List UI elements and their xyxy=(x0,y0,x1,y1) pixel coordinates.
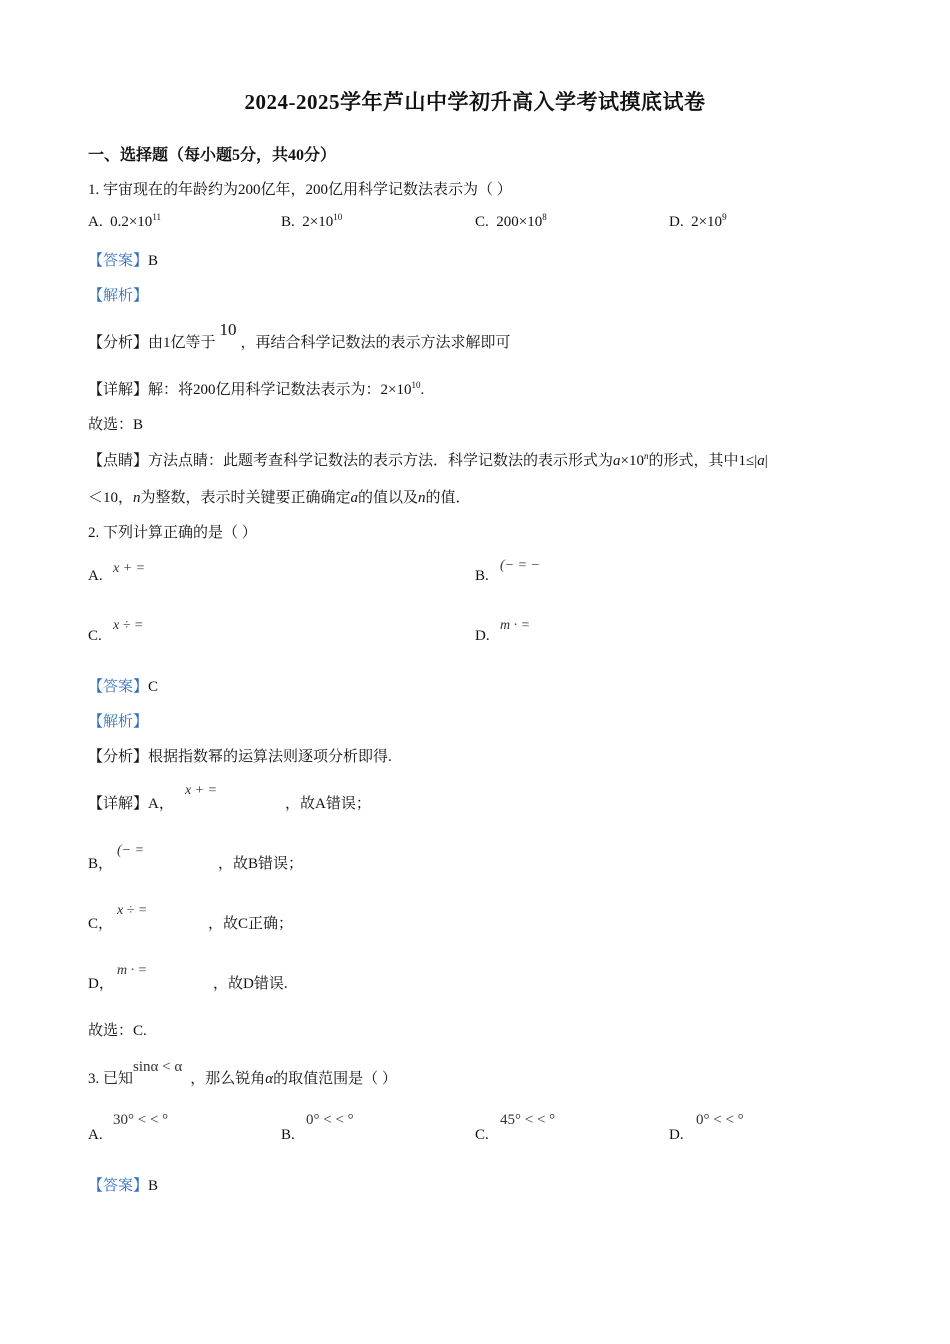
q2-option-b: B. xyxy=(475,568,489,584)
question-2-stem: 2. 下列计算正确的是（ ） xyxy=(88,525,257,541)
q2-analysis-tag: 【解析】 xyxy=(88,714,149,730)
q2-detail-d-eq: m · = xyxy=(117,963,148,978)
q1-dianjing: 【点睛】方法点睛：此题考查科学记数法的表示方法．科学记数法的表示形式为$a\times 10^n$的形式，其中1≤|a| xyxy=(88,451,768,469)
q2-detail-c-post: ，故C正确； xyxy=(208,916,294,932)
q2-fenxi: 【分析】根据指数幂的运算法则逐项分析即得. xyxy=(88,749,392,765)
q2-detail-a-post: ，故A错误； xyxy=(285,796,371,812)
q3-answer: 【答案】B xyxy=(88,1178,159,1194)
q2-option-d-eq: m · = xyxy=(500,618,531,633)
q2-option-d: D. xyxy=(475,628,490,644)
q2-detail-b-eq: (− = xyxy=(117,843,145,858)
q3-option-d-eq: 0° < < ° xyxy=(696,1112,744,1128)
question-3-stem: 3. 已知sinα < α，那么锐角α的取值范围是（ ） xyxy=(88,1059,397,1087)
q1-option-b: B. $2\times 10^{10}$ xyxy=(281,212,343,230)
q2-detail-a-eq: x + = xyxy=(185,783,218,798)
q2-option-b-eq: (− = − xyxy=(500,558,541,573)
q2-option-c: C. xyxy=(88,628,102,644)
q1-option-c: C. $200\times 10^8$ xyxy=(475,212,547,230)
q1-option-a: A. $0.2\times 10^{11}$ xyxy=(88,212,161,230)
q3-option-a-eq: 30° < < ° xyxy=(113,1112,169,1128)
q3-option-c-eq: 45° < < ° xyxy=(500,1112,556,1128)
section-heading: 一、选择题（每小题5分，共40分） xyxy=(88,147,337,164)
q1-fenxi: 【分析】由1亿等于10，再结合科学记数法的表示方法求解即可 xyxy=(88,320,511,351)
q1-xiangjie: 【详解】解：将200亿用科学记数法表示为：$2\times 10^{10}$. xyxy=(88,380,425,398)
q3-option-b: B. xyxy=(281,1127,295,1143)
q2-option-a-eq: x + = xyxy=(113,561,146,576)
q2-guxuan: 故选：C. xyxy=(88,1023,147,1039)
q2-detail-d-post: ，故D错误. xyxy=(213,976,288,992)
q3-option-c: C. xyxy=(475,1127,489,1143)
page-title: 2024-2025学年芦山中学初升高入学考试摸底试卷 xyxy=(244,90,706,114)
q2-detail-a: 【详解】A， xyxy=(88,796,174,812)
q3-option-d: D. xyxy=(669,1127,684,1143)
q2-detail-b: B， xyxy=(88,856,114,872)
q1-dianjing-cont: ＜10，n为整数，表示时关键要正确确定a的值以及n的值． xyxy=(88,490,471,506)
q2-option-c-eq: x ÷ = xyxy=(113,618,144,633)
q2-detail-b-post: ，故B错误； xyxy=(218,856,304,872)
q2-detail-c-eq: x ÷ = xyxy=(117,903,148,918)
q3-option-b-eq: 0° < < ° xyxy=(306,1112,354,1128)
q2-answer: 【答案】C xyxy=(88,679,159,695)
q2-detail-d: D， xyxy=(88,976,114,992)
q1-guxuan: 故选：B xyxy=(88,417,144,433)
q1-option-d: D. $2\times 10^9$ xyxy=(669,212,727,230)
q3-option-a: A. xyxy=(88,1127,103,1143)
q2-detail-c: C， xyxy=(88,916,114,932)
q1-fenxi-eq: 10 xyxy=(219,320,237,339)
question-1-stem: 1. 宇宙现在的年龄约为200亿年，200亿用科学记数法表示为（ ） xyxy=(88,182,512,198)
q1-answer: 【答案】B xyxy=(88,253,159,269)
q3-stem-eq: sinα < α xyxy=(133,1059,183,1075)
q1-analysis-tag: 【解析】 xyxy=(88,288,149,304)
q2-option-a: A. xyxy=(88,568,103,584)
